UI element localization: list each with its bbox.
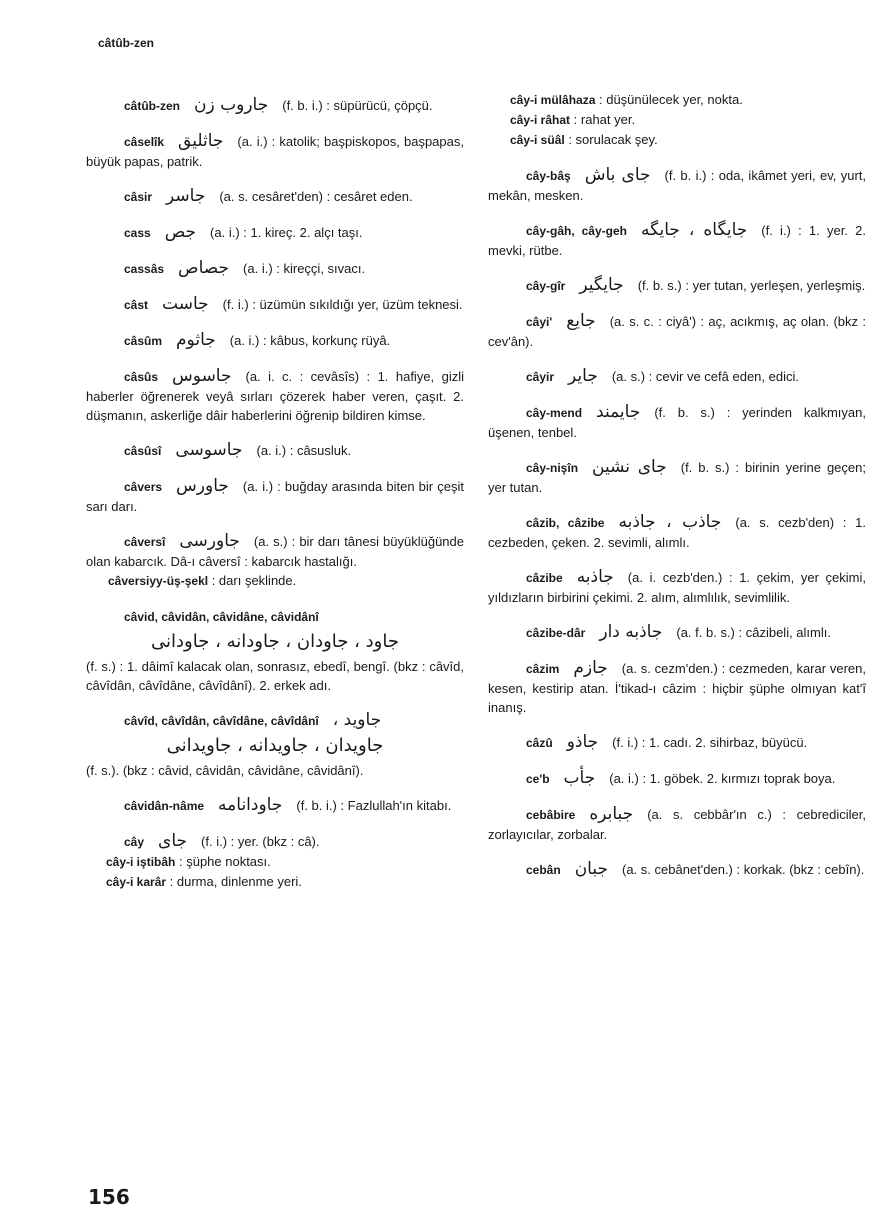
entry-definition: (f. i.) : yer. (bkz : câ).	[201, 834, 320, 849]
arabic-script: جايمند	[596, 402, 641, 422]
arabic-script: جاثوم	[176, 330, 216, 350]
entry-term: câtûb-zen	[124, 99, 181, 113]
arabic-script: جاودانامه	[218, 795, 283, 815]
entry-definition: (f. b. i.) : oda, ikâmet yeri, ev, yurt, mekân, mesken.	[488, 168, 866, 203]
entry-term: câst	[124, 298, 149, 312]
arabic-script: جاذبه دار	[599, 622, 663, 642]
entry-cay	[86, 832, 464, 852]
arabic-script: جاى	[158, 831, 188, 851]
entry-term: cebân	[526, 863, 561, 877]
entry-definition: (a. s. cebbâr'ın c.) : cebrediciler, zorlayıcılar, zorbalar.	[488, 807, 866, 842]
entry-definition: (f. i.) : 1. cadı. 2. sihirbaz, büyücü.	[612, 735, 808, 750]
entry-definition: (a. i.) : kâbus, korkunç rüyâ.	[229, 333, 391, 348]
arabic-script: جاذبه	[576, 567, 614, 587]
entry-term: cây-mend	[526, 406, 583, 420]
entry-cay-mend	[488, 403, 866, 442]
entry-cay-bas	[488, 166, 866, 205]
entry-cay-gir	[488, 276, 866, 296]
entry-definition: (a. i. c. : cevâsîs) : 1. hafiye, gizli haberler öğrenerek veyâ sırları çözerek haber veren, çaşıt. 2. düşmanın, askerliğe dâir haberlerini öğrenip bildiren kimse.	[86, 369, 464, 423]
entry-term: câsir	[124, 190, 153, 204]
entry-cayi	[488, 312, 866, 351]
entry-term: câzib, câzibe	[526, 516, 605, 530]
entry-definition: (f. b. i.) : süpürücü, çöpçü.	[282, 98, 433, 113]
right-column	[488, 88, 866, 880]
entry-ceban	[488, 860, 866, 880]
entry-caselik	[86, 132, 464, 171]
entry-term: câvîd, câvîdân, câvîdâne, câvîdânî	[124, 714, 319, 728]
arabic-script: جاسر	[166, 186, 206, 206]
arabic-script: جايع	[566, 311, 596, 331]
entry-term: câyir	[526, 370, 555, 384]
arabic-script: جايگير	[579, 275, 624, 295]
entry-definition: (f. b. i.) : Fazlullah'ın kitabı.	[296, 798, 452, 813]
running-header: câtûb-zen	[98, 36, 155, 50]
entry-term: ce'b	[526, 772, 550, 786]
entry-cavid-long	[86, 711, 464, 780]
entry-definition: : darı şeklinde.	[211, 573, 297, 588]
entry-cavidan-name	[86, 796, 464, 816]
entry-definition: : şüphe noktası.	[178, 854, 271, 869]
entry-ceb	[488, 769, 866, 789]
entry-term: cebâbire	[526, 808, 576, 822]
arabic-script: جاست	[162, 294, 209, 314]
entry-cassas	[86, 259, 464, 279]
entry-definition: (f. i.) : 1. yer. 2. mevki, rütbe.	[488, 223, 866, 258]
entry-definition: (a. i.) : katolik; başpiskopos, başpapas, büyük papas, patrik.	[86, 134, 464, 169]
entry-term: cass	[124, 226, 151, 240]
entry-definition: (a. s. c. : ciyâ') : aç, acıkmış, aç olan. (bkz : cev'ân).	[488, 314, 866, 349]
entry-definition: (a. s.) : bir darı tânesi büyüklüğünde olan kabarcık. Dâ-ı câversî : kabarcık hastalığı.	[86, 534, 464, 569]
entry-term: cây-bâş	[526, 169, 571, 183]
arabic-script: جازم	[573, 658, 608, 678]
entry-term: cây-nişîn	[526, 461, 579, 475]
entry-cazu	[488, 733, 866, 753]
arabic-script: جايگاه ، جايگه	[640, 220, 748, 240]
entry-definition: (a. i.) : kireççi, sıvacı.	[243, 261, 366, 276]
entry-cay-i-karar	[86, 872, 464, 892]
entry-term: câzim	[526, 662, 560, 676]
entry-term: câyi'	[526, 315, 553, 329]
entry-term: cây-i karâr	[106, 875, 167, 889]
entry-caversi	[86, 532, 464, 571]
entry-definition: (a. s. cebânet'den.) : korkak. (bkz : cebîn).	[622, 862, 865, 877]
entry-term: câvid, câvidân, câvidâne, câvidânî	[124, 610, 319, 624]
entry-term: cây-i mülâhaza	[510, 93, 596, 107]
arabic-script: جاسوس	[172, 366, 232, 386]
entry-catub-zen	[86, 96, 464, 116]
entry-term: cassâs	[124, 262, 165, 276]
entry-term: cây-i iştibâh	[106, 855, 176, 869]
entry-cay-i-istibah	[86, 852, 464, 872]
entry-definition: (a. i. cezb'den.) : 1. çekim, yer çekimi, yıldızların birbirini çekimi. 2. alım, alımlılık, sevimlilik.	[488, 570, 866, 605]
arabic-script: جاذب ، جاذبه	[618, 512, 722, 532]
arabic-script: جاذو	[566, 732, 599, 752]
entry-definition: (a. s. cezb'den) : 1. cezbeden, çeken. 2. sevimli, alımlı.	[488, 515, 866, 550]
entry-definition: (a. i.) : 1. kireç. 2. alçı taşı.	[210, 225, 363, 240]
arabic-script: جبان	[574, 859, 608, 879]
entry-term: câzibe-dâr	[526, 626, 586, 640]
entry-term: câselîk	[124, 135, 165, 149]
arabic-script: جاى باش	[584, 165, 651, 185]
entry-cast	[86, 295, 464, 315]
entry-term: cây	[124, 835, 145, 849]
page-number: 156	[88, 1185, 130, 1209]
entry-cavers	[86, 477, 464, 516]
entry-term: câsûm	[124, 334, 163, 348]
entry-casus	[86, 367, 464, 425]
entry-definition: (f. b. s.) : birinin yerine geçen; yer tutan.	[488, 460, 866, 495]
entry-cay-i-rahat	[488, 110, 866, 130]
entry-casir	[86, 187, 464, 207]
entry-cazib	[488, 513, 866, 552]
arabic-script-line: جاود ، جاودان ، جاودانه ، جاودانى	[151, 631, 399, 652]
entry-cayir	[488, 367, 866, 387]
entry-definition: : durma, dinlenme yeri.	[169, 874, 302, 889]
arabic-script: جاسوسى	[175, 440, 243, 460]
entry-cay-i-sual	[488, 130, 866, 150]
entry-term: câversiyy-üş-şekl	[108, 574, 209, 588]
entry-definition: : sorulacak şey.	[568, 132, 658, 147]
entry-cazim	[488, 659, 866, 717]
entry-definition: (f. s.). (bkz : câvid, câvidân, câvidâne, câvidânî).	[86, 763, 364, 778]
entry-cazibe-dar	[488, 623, 866, 643]
left-column	[86, 88, 464, 892]
arabic-script: جاثليق	[178, 131, 224, 151]
entry-term: câsûs	[124, 370, 159, 384]
entry-definition: (a. i.) : buğday arasında biten bir çeşit sarı darı.	[86, 479, 464, 514]
entry-term: câzibe	[526, 571, 563, 585]
arabic-script: جاورس	[176, 476, 229, 496]
arabic-script: جاورسى	[179, 531, 240, 551]
entry-term: câversî	[124, 535, 166, 549]
arabic-script: جاويد ،	[332, 710, 382, 730]
entry-term: cây-i râhat	[510, 113, 571, 127]
arabic-script: جأب	[563, 768, 596, 788]
entry-cay-nisin	[488, 458, 866, 497]
entry-cass	[86, 223, 464, 243]
entry-definition: (a. s. cezm'den.) : cezmeden, karar veren, kesen, kestirip atan. İ'tikad-ı câzim : hiçbir şüphe olmıyan kat'î inanış.	[488, 661, 866, 715]
entry-definition: (a. i.) : câsusluk.	[256, 443, 352, 458]
entry-casum	[86, 331, 464, 351]
arabic-script-line: جاويدان ، جاويدانه ، جاويدانى	[166, 735, 384, 756]
entry-casusi	[86, 441, 464, 461]
entry-cebabire	[488, 805, 866, 844]
entry-term: câvidân-nâme	[124, 799, 205, 813]
entry-term: cây-gîr	[526, 279, 566, 293]
arabic-script: جصاص	[178, 258, 230, 278]
entry-definition: (f. b. s.) : yerinden kalkmıyan, üşenen, tenbel.	[488, 405, 866, 440]
entry-cay-i-mulahaza	[488, 90, 866, 110]
entry-definition: (a. f. b. s.) : câzibeli, alımlı.	[676, 625, 831, 640]
entry-definition: (a. s.) : cevir ve cefâ eden, edici.	[611, 369, 799, 384]
entry-caversiyy-us-sekl	[86, 571, 464, 591]
arabic-script: جص	[164, 222, 197, 242]
entry-term: câzû	[526, 736, 553, 750]
entry-definition: (f. s.) : 1. dâimî kalacak olan, sonrasız, ebedî, bengî. (bkz : câvîd, câvîdân, câvîdâne, câvîdânî). 2. erkek adı.	[86, 659, 464, 693]
entry-definition: : düşünülecek yer, nokta.	[599, 92, 743, 107]
entry-definition: (f. b. s.) : yer tutan, yerleşen, yerleşmiş.	[637, 278, 866, 293]
arabic-script: جاى نشين	[592, 457, 667, 477]
entry-term: cây-gâh, cây-geh	[526, 224, 627, 238]
entry-cavid	[86, 607, 464, 695]
entry-definition: (a. s. cesâret'den) : cesâret eden.	[219, 189, 413, 204]
entry-term: câvers	[124, 480, 163, 494]
entry-cazibe	[488, 568, 866, 607]
entry-definition: (f. i.) : üzümün sıkıldığı yer, üzüm teknesi.	[222, 297, 463, 312]
arabic-script: جاروب زن	[194, 95, 269, 115]
entry-term: câsûsî	[124, 444, 162, 458]
entry-definition: (a. i.) : 1. göbek. 2. kırmızı toprak boya.	[609, 771, 836, 786]
arabic-script: جبابره	[589, 804, 634, 824]
entry-cay-gah	[488, 221, 866, 260]
entry-definition: : rahat yer.	[573, 112, 636, 127]
entry-term: cây-i süâl	[510, 133, 565, 147]
arabic-script: جاير	[568, 366, 598, 386]
